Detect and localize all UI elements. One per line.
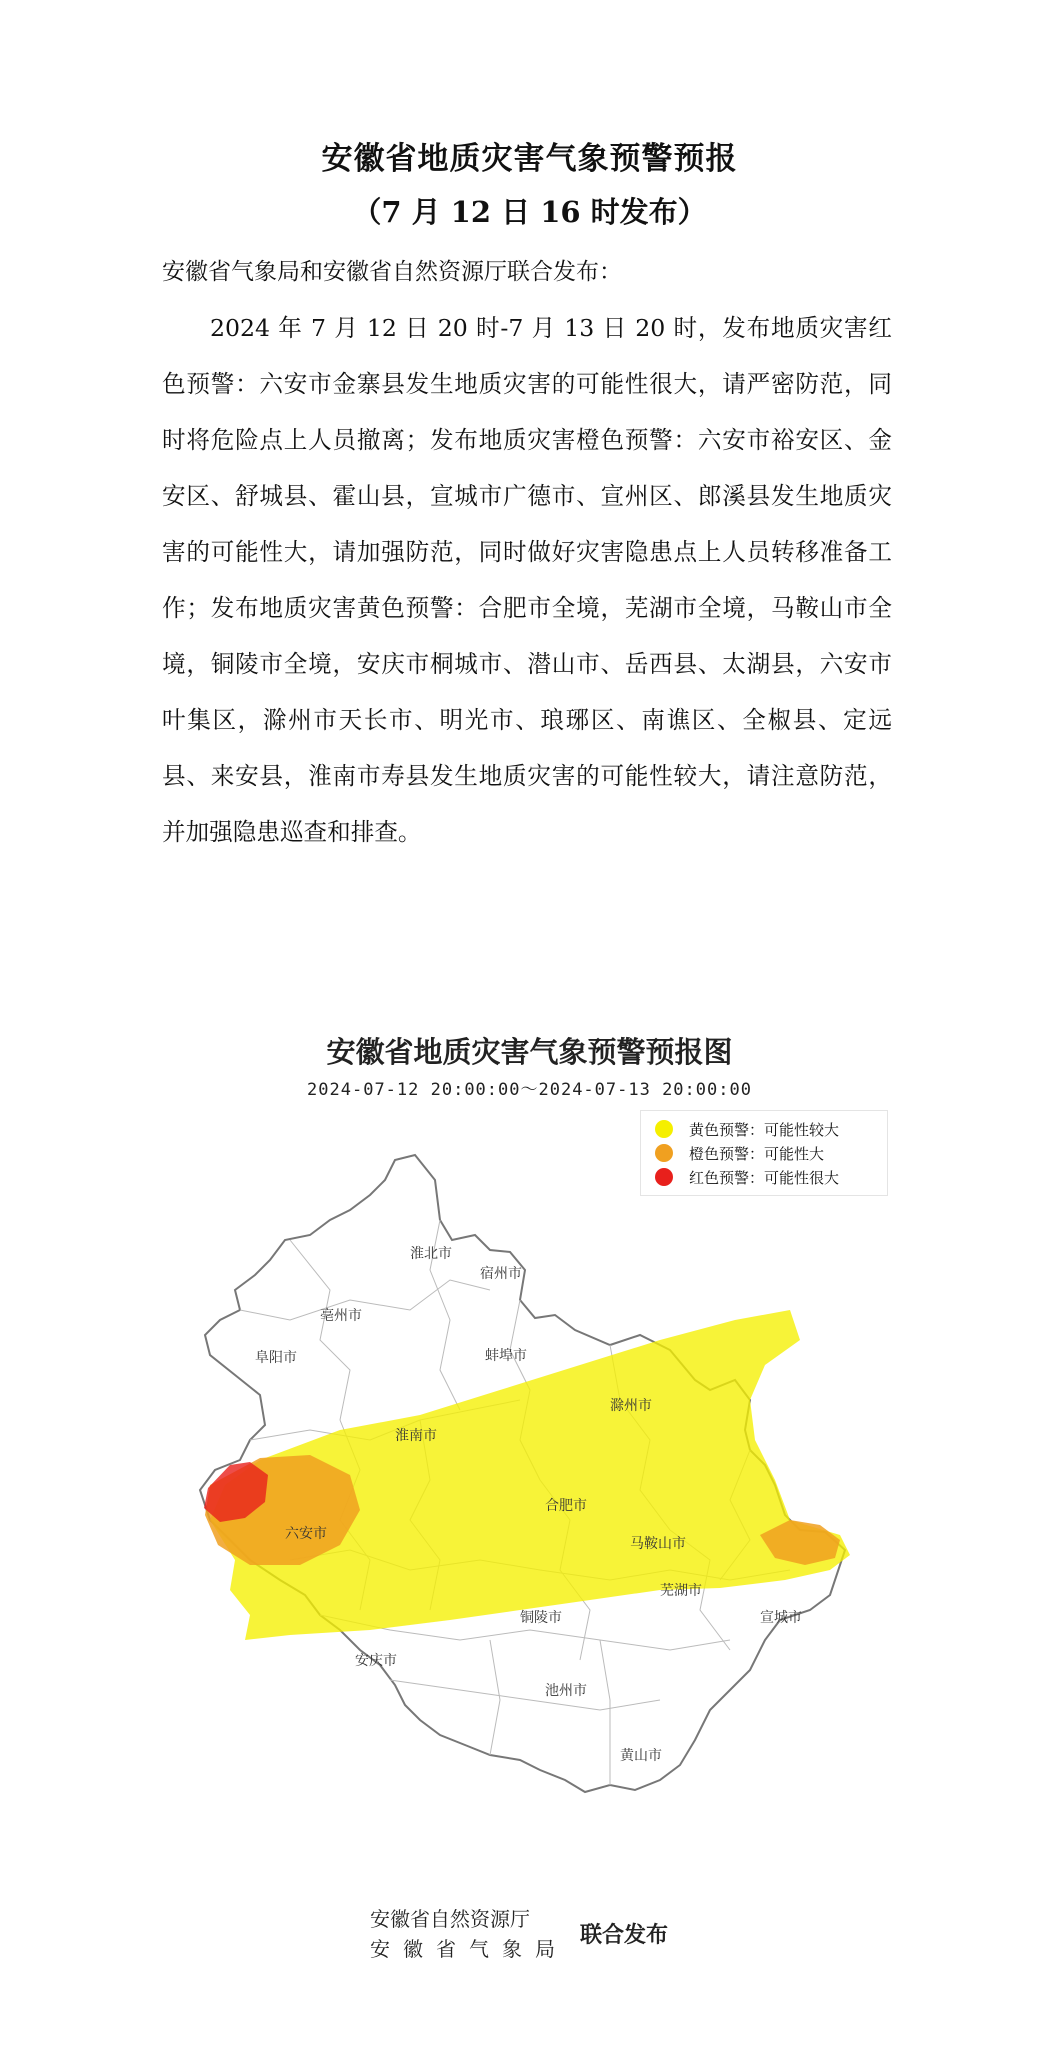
city-label-tongling: 铜陵市	[520, 1610, 562, 1626]
joint-release-label: 联合发布	[580, 1923, 669, 1948]
city-label-hefei: 合肥市	[545, 1498, 587, 1514]
city-label-anqing: 安庆市	[355, 1653, 397, 1669]
city-label-wuhu: 芜湖市	[660, 1583, 702, 1599]
issuer-natural-resources: 安徽省自然资源厅	[370, 1907, 530, 1931]
city-label-chuzhou: 滁州市	[610, 1398, 652, 1414]
warning-map	[190, 1140, 870, 1880]
document-title: 安徽省地质灾害气象预警预报	[321, 141, 738, 177]
city-label-suzhou: 宿州市	[480, 1266, 522, 1282]
legend-label: 橙色预警：可能性大	[689, 1144, 825, 1163]
document-body: 2024 年 7 月 12 日 20 时-7 月 13 日 20 时，发布地质灾害红色预警：六安市金寨县发生地质灾害的可能性很大，请严密防范，同时将危险点上人员撤离；发布地质灾害橙色预警：六安市裕安区、金安区、舒城县、霍山县，宣城市广德市、宣州区、郎溪县发生地质灾害的可能性大，请加强防范，同时做好灾害隐患点上人员转移准备工作；发布地质灾害黄色预警：合肥市全境，芜湖市全境，马鞍山市全境，铜陵市全境，安庆市桐城市、潜山市、岳西县、太湖县，六安市叶集区，滁州市天长市、明光市、琅琊区、南谯区、全椒县、定远县、来安县，淮南市寿县发生地质灾害的可能性较大，请注意防范，并加强隐患巡查和排查。	[162, 314, 892, 846]
city-label-huaibei: 淮北市	[410, 1246, 452, 1262]
legend-label: 红色预警：可能性很大	[689, 1168, 840, 1187]
city-label-xuancheng: 宣城市	[760, 1610, 802, 1626]
yellow-dot-icon	[655, 1120, 673, 1138]
map-title: 安徽省地质灾害气象预警预报图	[326, 1035, 733, 1069]
map-time-range: 2024-07-12 20:00:00～2024-07-13 20:00:00	[307, 1080, 752, 1100]
city-label-fuyang: 阜阳市	[255, 1350, 297, 1366]
issuer-meteorological: 安徽省气象局	[370, 1937, 568, 1961]
city-label-chizhou: 池州市	[545, 1683, 587, 1699]
city-label-luan: 六安市	[285, 1526, 327, 1542]
document-intro: 安徽省气象局和安徽省自然资源厅联合发布：	[162, 259, 622, 285]
legend-label: 黄色预警：可能性较大	[689, 1120, 840, 1139]
city-label-huainan: 淮南市	[395, 1428, 437, 1444]
city-label-maanshan: 马鞍山市	[630, 1536, 686, 1552]
city-label-bengbu: 蚌埠市	[485, 1348, 527, 1364]
city-label-huangshan: 黄山市	[620, 1748, 662, 1764]
legend-item-yellow	[655, 1117, 839, 1141]
document-subtitle: （7 月 12 日 16 时发布）	[352, 195, 707, 229]
city-label-bozhou: 亳州市	[320, 1308, 362, 1324]
